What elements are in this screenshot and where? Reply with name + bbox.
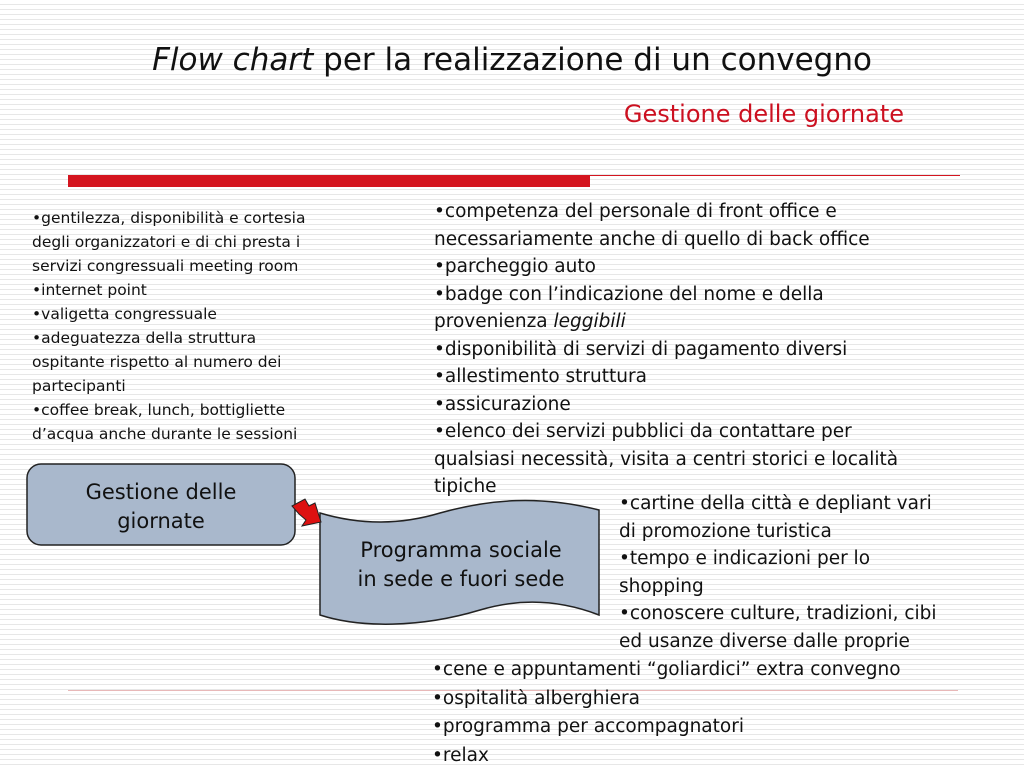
bottom-bullet-list <box>432 656 901 770</box>
list-item: partecipanti <box>32 374 305 398</box>
list-item: •valigetta congressuale <box>32 302 305 326</box>
list-item: shopping <box>619 573 937 601</box>
list-item: •parcheggio auto <box>434 253 898 281</box>
list-item-italic: leggibili <box>554 311 626 332</box>
start-node-line: Gestione delle <box>27 478 295 507</box>
program-node-label <box>320 536 602 594</box>
list-item: •tempo e indicazioni per lo <box>619 545 937 573</box>
list-item: •adeguatezza della struttura <box>32 326 305 350</box>
list-item: qualsiasi necessità, visita a centri storici e località <box>434 446 898 474</box>
program-node-line: in sede e fuori sede <box>320 565 602 594</box>
list-item: •elenco dei servizi pubblici da contattare per <box>434 418 898 446</box>
list-item: di promozione turistica <box>619 518 937 546</box>
list-item: •badge con l’indicazione del nome e della <box>434 281 898 309</box>
page-subtitle: Gestione delle giornate <box>624 100 904 128</box>
list-item: •programma per accompagnatori <box>432 713 901 742</box>
program-node-line: Programma sociale <box>320 536 602 565</box>
list-item: •coffee break, lunch, bottigliette <box>32 398 305 422</box>
list-item: degli organizzatori e di chi presta i <box>32 230 305 254</box>
list-item: ed usanze diverse dalle proprie <box>619 628 937 656</box>
list-item: •gentilezza, disponibilità e cortesia <box>32 206 305 230</box>
list-item: •ospitalità alberghiera <box>432 685 901 714</box>
list-item: •allestimento struttura <box>434 363 898 391</box>
list-item: •relax <box>432 742 901 770</box>
title-rest: per la realizzazione di un convegno <box>313 42 872 78</box>
list-item: necessariamente anche di quello di back office <box>434 226 898 254</box>
list-item: d’acqua anche durante le sessioni <box>32 422 305 446</box>
list-item: •conoscere culture, tradizioni, cibi <box>619 600 937 628</box>
start-node-label <box>27 478 295 536</box>
list-item: •assicurazione <box>434 391 898 419</box>
list-item: ospitante rispetto al numero dei <box>32 350 305 374</box>
title-italic: Flow chart <box>152 42 313 78</box>
list-item: •cartine della città e depliant vari <box>619 490 937 518</box>
start-node-line: giornate <box>27 507 295 536</box>
list-item: •competenza del personale di front office e <box>434 198 898 226</box>
list-item-text: provenienza <box>434 311 554 332</box>
list-item: tipiche <box>434 473 898 501</box>
list-item: servizi congressuali meeting room <box>32 254 305 278</box>
arrow-icon <box>292 499 321 526</box>
right-bullet-list <box>619 490 937 655</box>
list-item: •disponibilità di servizi di pagamento diversi <box>434 336 898 364</box>
list-item: •cene e appuntamenti “goliardici” extra convegno <box>432 656 901 685</box>
list-item: •internet point <box>32 278 305 302</box>
